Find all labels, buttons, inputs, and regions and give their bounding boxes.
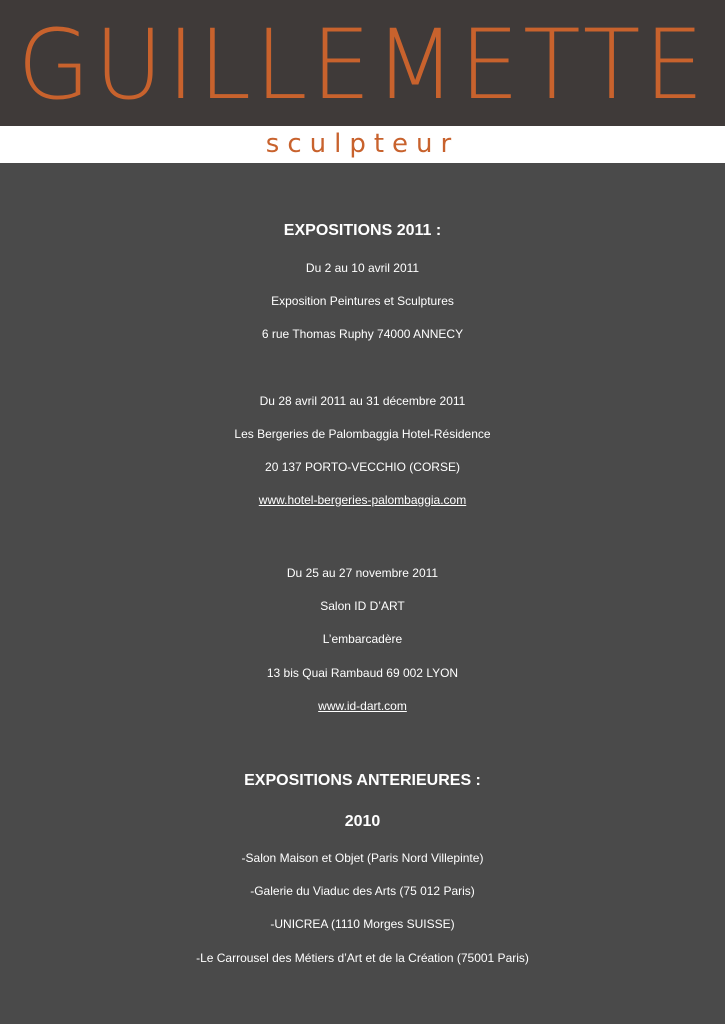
list-item: -Le Carrousel des Métiers d’Art et de la Création (75001 Paris): [196, 951, 529, 965]
event-website-link[interactable]: www.hotel-bergeries-palombaggia.com: [258, 493, 467, 507]
event-address: 13 bis Quai Rambaud 69 002 LYON: [266, 666, 459, 680]
event-venue: L’embarcadère: [322, 632, 403, 646]
event-dates: Du 28 avril 2011 au 31 décembre 2011: [259, 394, 466, 408]
event-name: Exposition Peintures et Sculptures: [271, 294, 454, 308]
event-website-wrap: [0, 699, 725, 713]
event-name: Les Bergeries de Palombaggia Hotel-Résidence: [234, 427, 491, 441]
year-heading: 2010: [344, 813, 381, 830]
event-website-link[interactable]: www.id-dart.com: [318, 699, 407, 713]
list-item: -UNICREA (1110 Morges SUISSE): [270, 917, 455, 931]
event-dates: Du 25 au 27 novembre 2011: [286, 566, 439, 580]
brand-subtitle: sculpteur: [265, 129, 460, 159]
event-address: 20 137 PORTO-VECCHIO (CORSE): [265, 460, 460, 474]
list-item: -Salon Maison et Objet (Paris Nord Villepinte): [241, 851, 484, 865]
list-item: -Galerie du Viaduc des Arts (75 012 Paris): [250, 884, 475, 898]
event-website-wrap: [0, 493, 725, 507]
event-name: Salon ID D’ART: [320, 599, 405, 613]
event-address: 6 rue Thomas Ruphy 74000 ANNECY: [261, 327, 464, 341]
brand-name: GUILLEMETTE: [17, 9, 708, 121]
exhibitions-2011-title: EXPOSITIONS 2011 :: [283, 222, 442, 239]
event-dates: Du 2 au 10 avril 2011: [305, 261, 420, 275]
previous-exhibitions-title: EXPOSITIONS ANTERIEURES :: [244, 772, 481, 789]
